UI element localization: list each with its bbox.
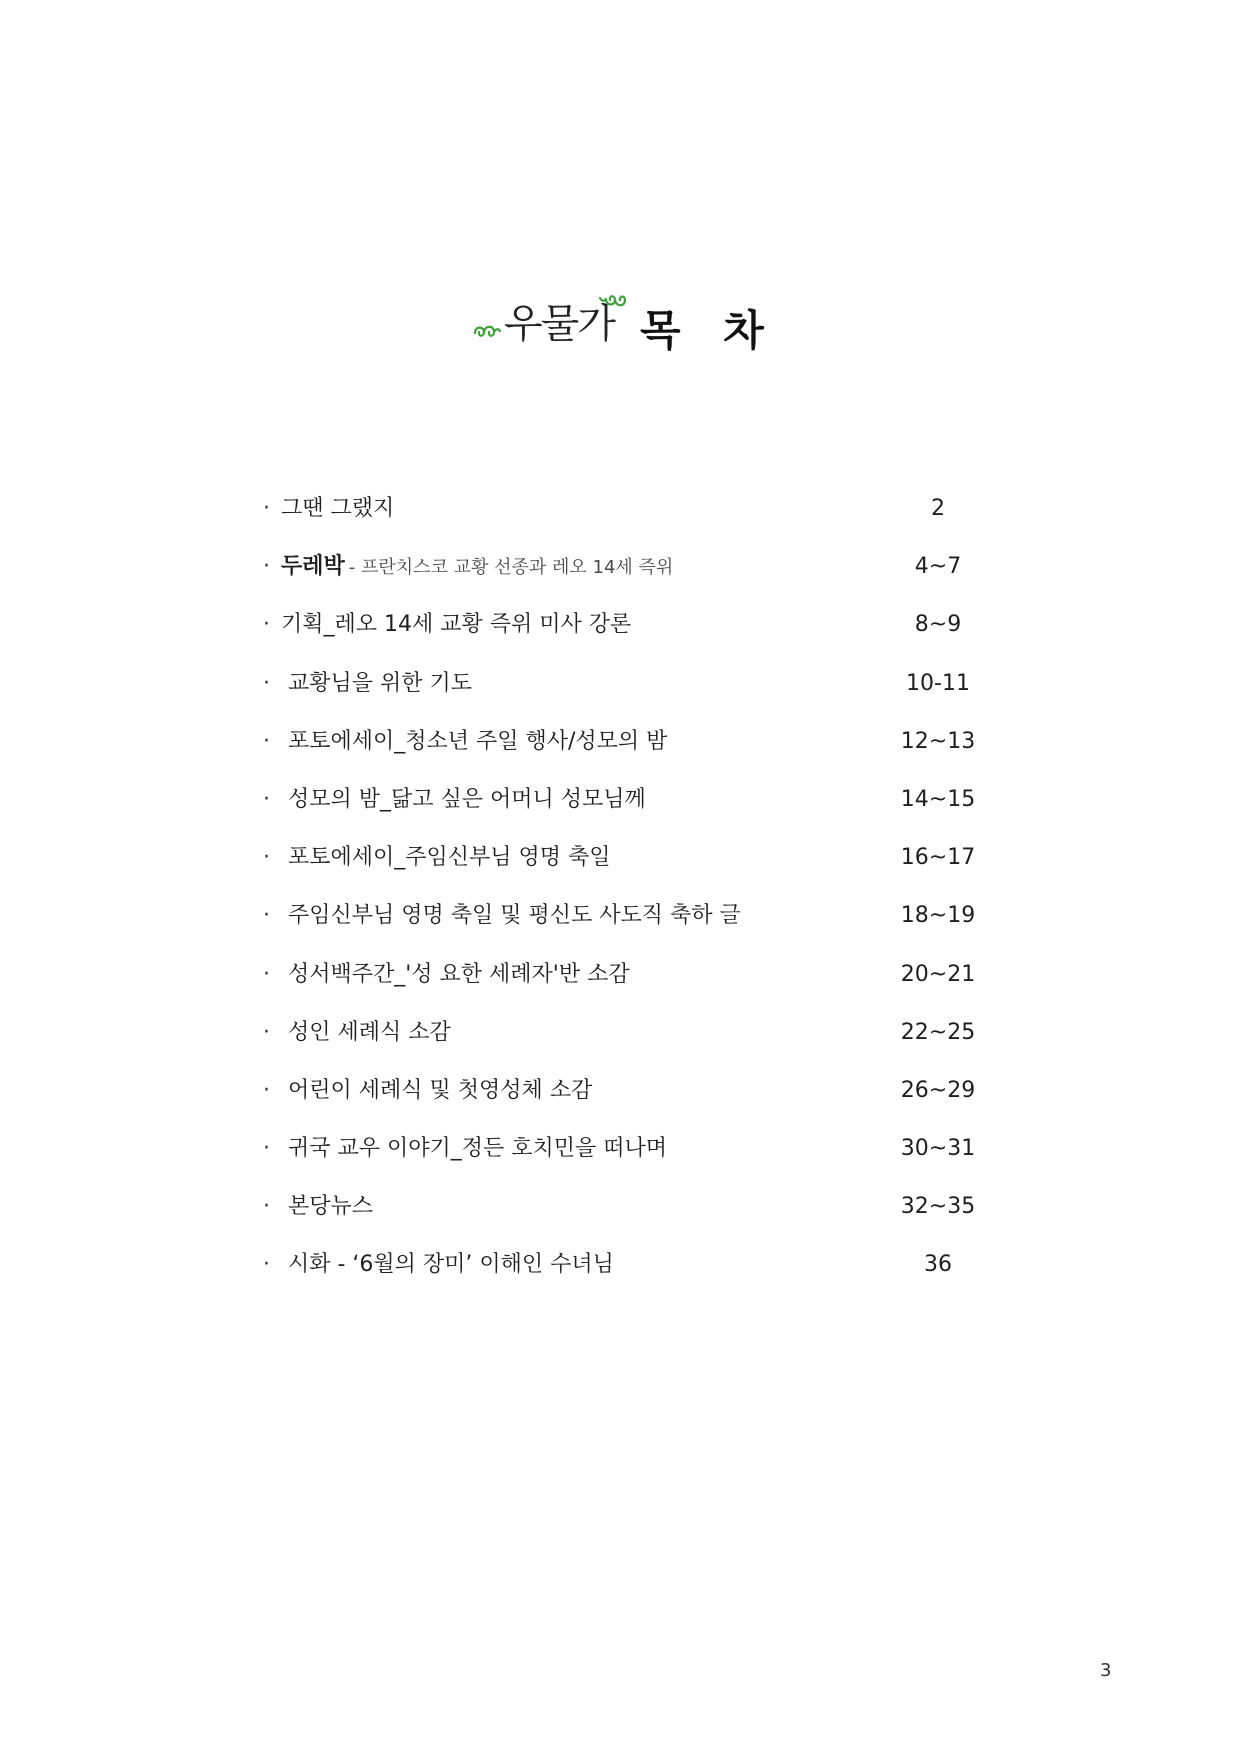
toc-bullet: · xyxy=(263,1194,270,1220)
toc-bullet: · xyxy=(263,845,270,871)
toc-entry-pages: 30~31 xyxy=(900,1136,976,1162)
toc-entry-title xyxy=(288,785,646,815)
toc-entry-pages: 10-11 xyxy=(906,670,970,696)
toc-entry-title xyxy=(288,727,667,757)
toc-entry-title-text: 성모의 밤_닮고 싶은 어머니 성모님께 xyxy=(288,786,646,812)
toc-entry-title-text: 포토에세이_청소년 주일 행사/성모의 밤 xyxy=(288,728,668,754)
page-title: 목 차 xyxy=(640,306,778,355)
toc-entry xyxy=(0,655,1240,713)
toc-entry-title xyxy=(281,494,394,524)
toc-entry-title xyxy=(288,1192,373,1222)
toc-bullet: · xyxy=(263,786,270,812)
toc-entry xyxy=(0,771,1240,829)
toc-entry-title xyxy=(288,669,472,699)
toc-entry xyxy=(0,596,1240,654)
toc-entry xyxy=(0,480,1240,538)
toc-bullet: · xyxy=(263,670,270,696)
toc-entry-pages: 20~21 xyxy=(900,961,976,987)
toc-entry xyxy=(0,1120,1240,1178)
toc-entry-title xyxy=(288,1018,451,1048)
toc-entry-title xyxy=(288,1250,614,1280)
toc-entry-title xyxy=(288,1134,667,1164)
toc-entry xyxy=(0,829,1240,887)
right-ornament-icon xyxy=(598,292,628,312)
toc-entry-title xyxy=(288,1076,592,1106)
toc-entry xyxy=(0,1178,1240,1236)
toc-entry xyxy=(0,887,1240,945)
toc-entry-title-text: 주임신부님 영명 축일 및 평신도 사도직 축하 글 xyxy=(288,903,741,929)
toc-entry-title-text: 시화 - ‘6월의 장미’ 이해인 수녀님 xyxy=(288,1252,614,1278)
toc-entry-pages: 14~15 xyxy=(900,786,976,812)
toc-entry-title-text: 두레박 xyxy=(281,554,345,580)
toc-entry xyxy=(0,946,1240,1004)
toc-bullet: · xyxy=(263,1136,270,1162)
toc-bullet: · xyxy=(263,1077,270,1103)
toc-entry-title-text: 성서백주간_'성 요한 세례자'반 소감 xyxy=(288,961,630,987)
toc-bullet: · xyxy=(263,612,270,638)
toc-entry-pages: 22~25 xyxy=(900,1019,976,1045)
toc-entry-title-text: 어린이 세례식 및 첫영성체 소감 xyxy=(288,1077,593,1103)
page-number: 3 xyxy=(1100,1660,1112,1681)
toc-entry xyxy=(0,1236,1240,1294)
toc-entry-pages: 2 xyxy=(931,496,945,521)
toc-bullet: · xyxy=(263,961,270,987)
toc-entry xyxy=(0,713,1240,771)
toc-entry-title-text: 포토에세이_주임신부님 영명 축일 xyxy=(288,845,611,871)
toc-bullet: · xyxy=(263,728,270,754)
toc-entry-title-text: 교황님을 위한 기도 xyxy=(288,670,473,696)
toc-entry-pages: 36 xyxy=(924,1252,952,1278)
toc-entry-title-text: 기획_레오 14세 교황 즉위 미사 강론 xyxy=(281,612,632,638)
toc-entry xyxy=(0,1062,1240,1120)
toc-bullet: · xyxy=(263,496,270,521)
toc-entry-title-text: 그땐 그랬지 xyxy=(281,496,395,521)
toc-entry-pages: 12~13 xyxy=(900,728,976,754)
toc-bullet: · xyxy=(263,903,270,929)
toc-entry-title-text: 본당뉴스 xyxy=(288,1194,374,1220)
toc-bullet: · xyxy=(263,1252,270,1278)
toc-entry-title xyxy=(288,843,611,873)
toc-entry xyxy=(0,1004,1240,1062)
toc-entry-subtitle: - 프란치스코 교황 선종과 레오 14세 즉위 xyxy=(348,557,674,579)
toc-bullet: · xyxy=(263,554,270,580)
logo-text: 우물가 xyxy=(504,301,614,347)
toc-entry-title xyxy=(281,552,673,583)
toc-entry-pages: 16~17 xyxy=(900,845,976,871)
magazine-logo xyxy=(472,280,632,360)
toc-entry-title-text: 성인 세례식 소감 xyxy=(288,1019,451,1045)
toc-entry-pages: 18~19 xyxy=(900,903,976,929)
page-header xyxy=(0,270,1240,370)
toc-entry-title xyxy=(281,610,631,640)
toc-entry-title-text: 귀국 교우 이야기_정든 호치민을 떠나며 xyxy=(288,1136,668,1162)
toc-entry-pages: 8~9 xyxy=(914,612,962,638)
toc-entry-pages: 26~29 xyxy=(900,1077,976,1103)
toc-entry-title xyxy=(288,901,741,931)
left-ornament-icon xyxy=(472,322,502,340)
toc-entry-title xyxy=(288,960,630,990)
toc-bullet: · xyxy=(263,1019,270,1045)
toc-entry-pages: 4~7 xyxy=(914,554,962,580)
table-of-contents xyxy=(0,480,1240,1295)
toc-entry xyxy=(0,538,1240,596)
toc-entry-pages: 32~35 xyxy=(900,1194,976,1220)
